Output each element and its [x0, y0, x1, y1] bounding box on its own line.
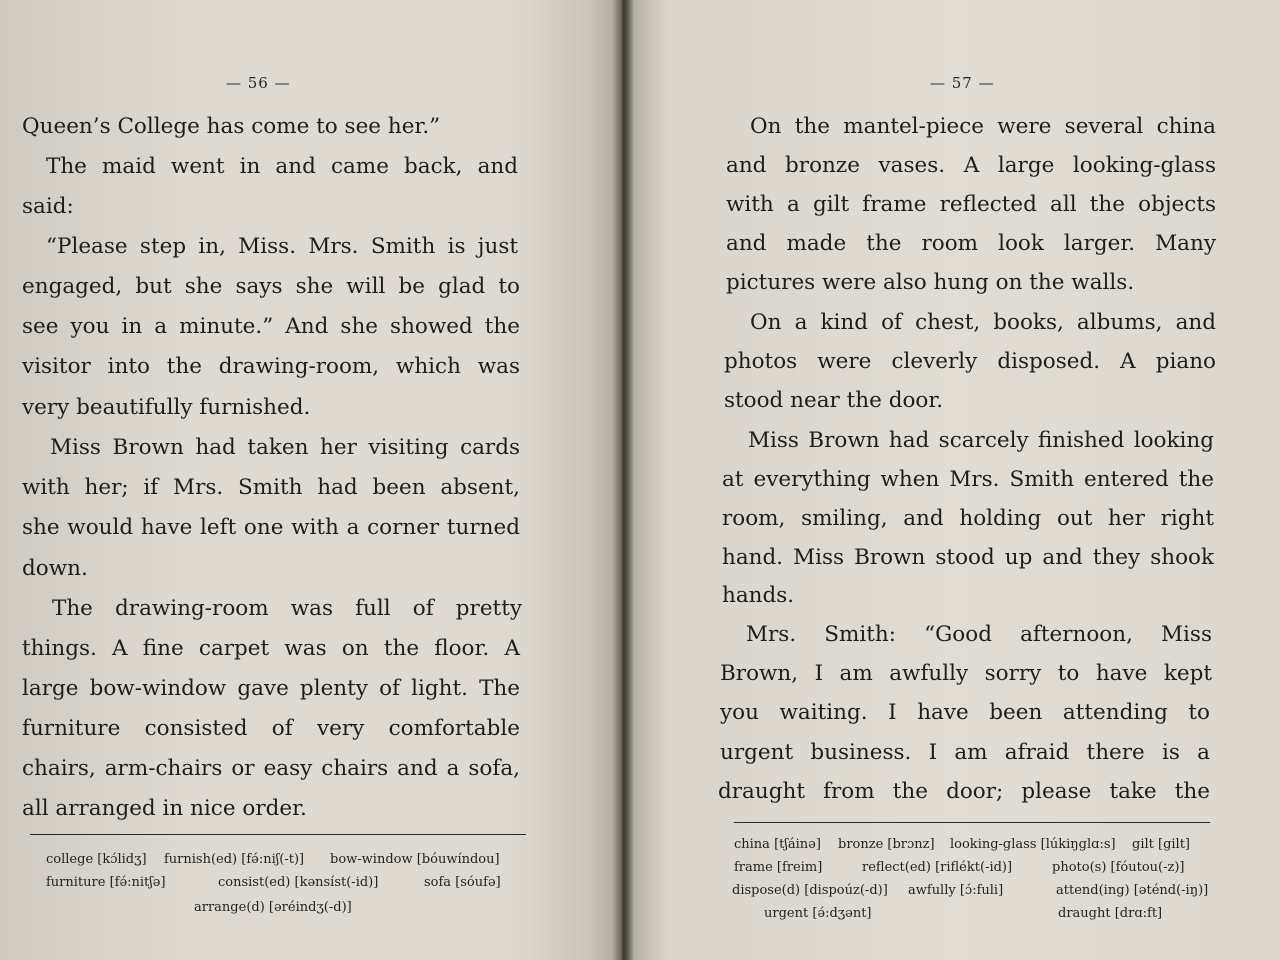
- text-line: hands.: [722, 583, 795, 608]
- glossary-entry: draught [drɑ:ft]: [1058, 906, 1163, 921]
- glossary-entry: sofa [sóufə]: [424, 875, 501, 890]
- text-line: and made the room look larger. Many: [726, 231, 1216, 256]
- footnote-rule: [734, 822, 1210, 823]
- text-line: you waiting. I have been attending to: [720, 700, 1210, 725]
- text-line: furniture consisted of very comfortable: [22, 716, 520, 741]
- text-line: Queen’s College has come to see her.”: [22, 114, 441, 139]
- glossary-entry: college [kɔ́lidʒ]: [46, 852, 147, 867]
- text-line: The drawing-room was full of pretty: [52, 596, 522, 621]
- text-line: chairs, arm-chairs or easy chairs and a sofa,: [22, 756, 520, 781]
- text-line: Brown, I am awfully sorry to have kept: [720, 661, 1212, 686]
- page-number: — 56 —: [226, 74, 291, 92]
- footnote-rule: [30, 834, 526, 835]
- text-line: large bow-window gave plenty of light. The: [22, 676, 520, 701]
- glossary-entry: looking-glass [lúkiŋglɑ:s]: [950, 837, 1116, 852]
- glossary-entry: urgent [ə́:dʒənt]: [764, 906, 872, 921]
- glossary-entry: dispose(d) [dispoúz(-d)]: [732, 883, 888, 898]
- text-line: The maid went in and came back, and: [46, 154, 518, 179]
- text-line: very beautifully furnished.: [22, 395, 311, 420]
- glossary-row: [194, 900, 352, 915]
- text-line: Miss Brown had scarcely finished looking: [748, 428, 1214, 453]
- text-line: “Please step in, Miss. Mrs. Smith is just: [46, 234, 518, 259]
- glossary-entry: furniture [fə́:nitʃə]: [46, 875, 166, 890]
- glossary-entry: consist(ed) [kənsíst(-id)]: [218, 875, 379, 890]
- text-line: Mrs. Smith: “Good afternoon, Miss: [746, 622, 1212, 647]
- text-line: all arranged in nice order.: [22, 796, 307, 821]
- glossary-entry: arrange(d) [əréindʒ(-d)]: [194, 900, 352, 915]
- text-line: visitor into the drawing-room, which was: [22, 354, 520, 379]
- text-line: On the mantel-piece were several china: [750, 114, 1216, 139]
- text-line: engaged, but she says she will be glad to: [22, 274, 520, 299]
- text-line: draught from the door; please take the: [718, 779, 1210, 804]
- text-line: with her; if Mrs. Smith had been absent,: [22, 475, 520, 500]
- glossary-entry: china [tʃáinə]: [734, 837, 821, 852]
- book-gutter: [612, 0, 634, 960]
- text-line: she would have left one with a corner turned: [22, 515, 520, 540]
- glossary-entry: photo(s) [fóutou(-z)]: [1052, 860, 1185, 875]
- glossary-entry: gilt [gilt]: [1132, 837, 1190, 852]
- text-line: said:: [22, 194, 74, 219]
- glossary-entry: bronze [brɔnz]: [838, 837, 935, 852]
- text-line: down.: [22, 556, 88, 581]
- right-page: [622, 0, 1280, 960]
- text-line: photos were cleverly disposed. A piano: [724, 349, 1216, 374]
- glossary-entry: bow-window [bóuwíndou]: [330, 852, 500, 867]
- text-line: at everything when Mrs. Smith entered the: [722, 467, 1214, 492]
- glossary-entry: attend(ing) [əténd(-iŋ)]: [1056, 883, 1209, 898]
- glossary-entry: awfully [ɔ́:fuli]: [908, 883, 1004, 898]
- glossary-entry: reflect(ed) [riflékt(-id)]: [862, 860, 1013, 875]
- text-line: On a kind of chest, books, albums, and: [750, 310, 1216, 335]
- text-line: room, smiling, and holding out her right: [722, 506, 1214, 531]
- text-line: hand. Miss Brown stood up and they shook: [722, 545, 1214, 570]
- glossary-entry: frame [freim]: [734, 860, 823, 875]
- text-line: stood near the door.: [724, 388, 944, 413]
- text-line: with a gilt frame reflected all the objects: [726, 192, 1216, 217]
- text-line: Miss Brown had taken her visiting cards: [50, 435, 520, 460]
- text-line: see you in a minute.” And she showed the: [22, 314, 520, 339]
- page-number: — 57 —: [930, 74, 995, 92]
- text-line: and bronze vases. A large looking-glass: [726, 153, 1216, 178]
- text-line: urgent business. I am afraid there is a: [720, 740, 1210, 765]
- left-page: [0, 0, 622, 960]
- glossary-entry: furnish(ed) [fə́:niʃ(-t)]: [164, 852, 305, 867]
- text-line: pictures were also hung on the walls.: [726, 270, 1135, 295]
- text-line: things. A fine carpet was on the floor. A: [22, 636, 520, 661]
